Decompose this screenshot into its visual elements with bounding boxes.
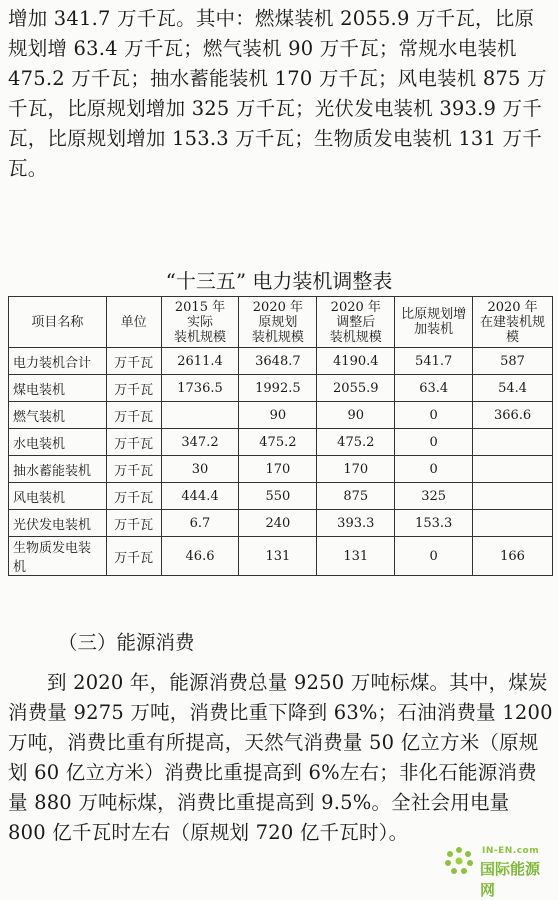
value-cell: 240 xyxy=(239,510,317,537)
value-cell: 347.2 xyxy=(161,429,239,456)
value-cell: 541.7 xyxy=(395,348,473,375)
value-cell: 46.6 xyxy=(161,537,239,576)
paragraph-energy-consumption-text: 到 2020 年，能源消费总量 9250 万吨标煤。其中，煤炭消费量 9275 万吨，消费比重下降到 63%；石油消费量 1200 万吨，消费比重有所提高，天然气消费量 50 亿立方米（原规划 60 亿立方米）消费比重提高到 6%左右；非化石能源消费量 880 万吨标煤，消费比重提高到 9.5%。全社会用电量 800 亿千瓦时左右（原规划 720 亿千瓦时）。 xyxy=(8,671,553,844)
table-row xyxy=(9,483,553,510)
column-header: 2020 年 原规划 装机规模 xyxy=(239,297,317,348)
unit-cell: 万千瓦 xyxy=(106,429,161,456)
unit-cell: 万千瓦 xyxy=(106,483,161,510)
table-row xyxy=(9,402,553,429)
value-cell: 875 xyxy=(317,483,395,510)
row-label: 煤电装机 xyxy=(9,375,107,402)
value-cell: 153.3 xyxy=(395,510,473,537)
row-label: 水电装机 xyxy=(9,429,107,456)
value-cell: 30 xyxy=(161,456,239,483)
unit-cell: 万千瓦 xyxy=(106,456,161,483)
row-label: 生物质发电装机 xyxy=(9,537,107,576)
value-cell: 90 xyxy=(317,402,395,429)
table-row xyxy=(9,375,553,402)
value-cell: 54.4 xyxy=(473,375,553,402)
watermark-site-name: 国际能源网 xyxy=(480,860,541,899)
value-cell: 1736.5 xyxy=(161,375,239,402)
value-cell: 0 xyxy=(395,429,473,456)
value-cell: 131 xyxy=(239,537,317,576)
unit-cell: 万千瓦 xyxy=(106,537,161,576)
value-cell: 2611.4 xyxy=(161,348,239,375)
value-cell: 131 xyxy=(317,537,395,576)
table-row xyxy=(9,537,553,576)
value-cell: 0 xyxy=(395,456,473,483)
paragraph-installed-capacity: 增加 341.7 万千瓦。其中：燃煤装机 2055.9 万千瓦，比原规划增 63.4 万千瓦；燃气装机 90 万千瓦；常规水电装机 475.2 万千瓦；抽水蓄能装机 170 万千瓦；风电装机 875 万千瓦，比原规划增加 325 万千瓦；光伏发电装机 393.9 万千瓦，比原规划增加 153.3 万千瓦；生物质发电装机 131 万千瓦。 xyxy=(8,7,547,180)
value-cell xyxy=(473,510,553,537)
table-row xyxy=(9,348,553,375)
capacity-adjustment-table xyxy=(8,296,553,576)
value-cell: 2055.9 xyxy=(317,375,395,402)
column-header: 单位 xyxy=(106,297,161,348)
unit-cell: 万千瓦 xyxy=(106,510,161,537)
table-header-row xyxy=(9,297,553,348)
in-en-logo-icon xyxy=(442,844,476,878)
table-title: “十三五” 电力装机调整表 xyxy=(165,269,393,293)
row-label: 风电装机 xyxy=(9,483,107,510)
column-header: 2015 年 实际 装机规模 xyxy=(161,297,239,348)
value-cell: 6.7 xyxy=(161,510,239,537)
row-label: 光伏发电装机 xyxy=(9,510,107,537)
value-cell xyxy=(161,402,239,429)
table-row xyxy=(9,456,553,483)
value-cell: 475.2 xyxy=(239,429,317,456)
watermark xyxy=(442,840,554,899)
unit-cell: 万千瓦 xyxy=(106,348,161,375)
paragraph-energy-consumption xyxy=(8,668,553,848)
table-row xyxy=(9,510,553,537)
row-label: 抽水蓄能装机 xyxy=(9,456,107,483)
value-cell: 166 xyxy=(473,537,553,576)
value-cell: 444.4 xyxy=(161,483,239,510)
value-cell: 366.6 xyxy=(473,402,553,429)
row-label: 电力装机合计 xyxy=(9,348,107,375)
value-cell: 4190.4 xyxy=(317,348,395,375)
row-label: 燃气装机 xyxy=(9,402,107,429)
column-header: 2020 年 在建装机规 模 xyxy=(473,297,553,348)
column-header: 项目名称 xyxy=(9,297,107,348)
section-heading: （三）能源消费 xyxy=(58,631,195,654)
value-cell: 0 xyxy=(395,537,473,576)
watermark-domain: IN-EN.com xyxy=(482,846,540,856)
value-cell: 170 xyxy=(317,456,395,483)
value-cell: 1992.5 xyxy=(239,375,317,402)
value-cell: 90 xyxy=(239,402,317,429)
value-cell: 0 xyxy=(395,402,473,429)
column-header: 比原规划增 加装机 xyxy=(395,297,473,348)
value-cell: 170 xyxy=(239,456,317,483)
column-header: 2020 年 调整后 装机规模 xyxy=(317,297,395,348)
value-cell: 550 xyxy=(239,483,317,510)
value-cell: 587 xyxy=(473,348,553,375)
value-cell: 325 xyxy=(395,483,473,510)
unit-cell: 万千瓦 xyxy=(106,375,161,402)
value-cell: 393.3 xyxy=(317,510,395,537)
value-cell: 475.2 xyxy=(317,429,395,456)
value-cell: 3648.7 xyxy=(239,348,317,375)
value-cell xyxy=(473,429,553,456)
unit-cell: 万千瓦 xyxy=(106,402,161,429)
value-cell: 63.4 xyxy=(395,375,473,402)
value-cell xyxy=(473,456,553,483)
table-row xyxy=(9,429,553,456)
value-cell xyxy=(473,483,553,510)
